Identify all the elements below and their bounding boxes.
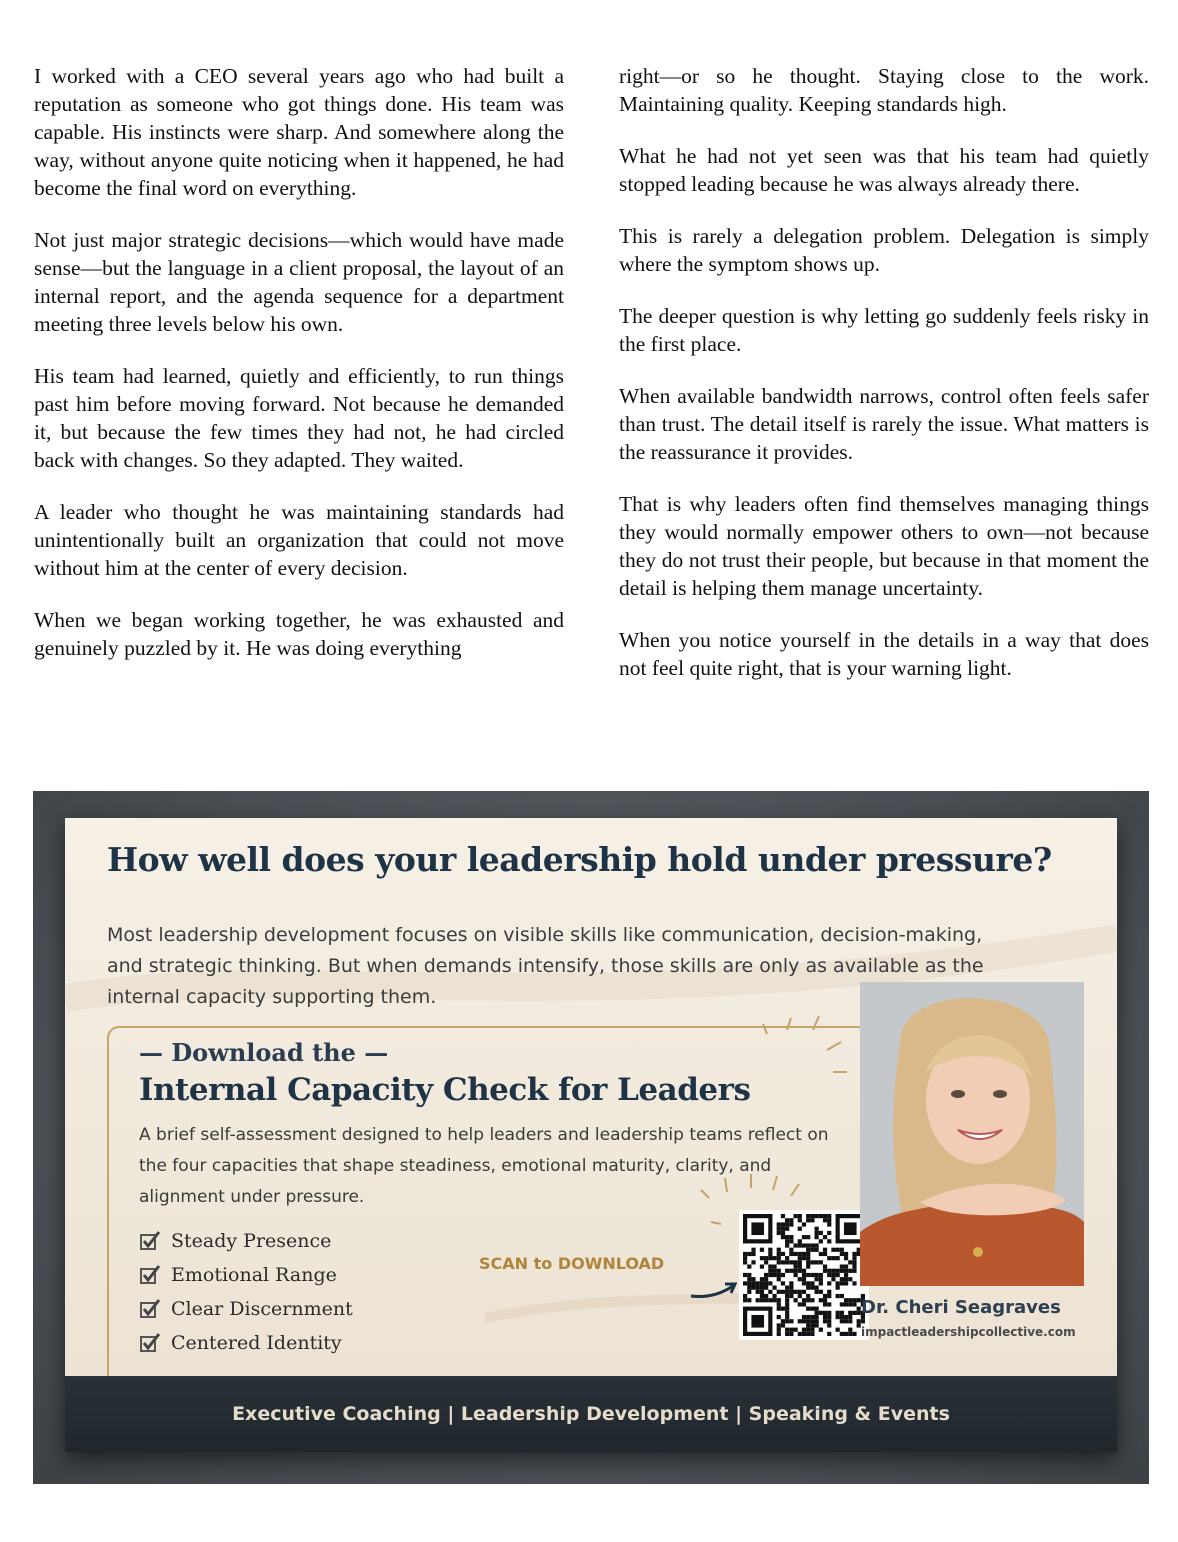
download-description: A brief self-assessment designed to help leaders and leadership teams reflect on the four capacities that shape steadiness, emotional maturity, clarity, and alignment under pressure. — [139, 1125, 829, 1207]
qr-code-graphic — [743, 1214, 865, 1336]
paragraph: What he had not yet seen was that his team had quietly stopped leading because he was always already there. — [619, 144, 1149, 196]
checklist-label: Emotional Range — [171, 1264, 337, 1286]
download-title: Internal Capacity Check for Leaders — [139, 1072, 751, 1108]
checklist-item — [139, 1258, 353, 1292]
services-footer — [65, 1376, 1117, 1452]
check-icon — [139, 1332, 161, 1354]
checklist-label: Centered Identity — [171, 1332, 342, 1354]
check-icon — [139, 1264, 161, 1286]
promo-intro: Most leadership development focuses on visible skills like communication, decision-making, and strategic thinking. But when demands intensify, those skills are only as available as the internal capacity supporting them. — [107, 924, 984, 1008]
paragraph: His team had learned, quietly and efficiently, to run things past him before moving forward. Not because he demanded it, but because the few times they had not, he had circled back with changes. So they adapted. They waited. — [34, 364, 564, 472]
article-right-column — [619, 62, 1149, 706]
presenter-website[interactable]: impactleadershipcollective.com — [861, 1325, 1076, 1339]
checklist-item — [139, 1224, 353, 1258]
checklist-item — [139, 1292, 353, 1326]
portrait-illustration — [860, 982, 1084, 1286]
paragraph: right—or so he thought. Staying close to the work. Maintaining quality. Keeping standards high. — [619, 64, 1149, 116]
paragraph: A leader who thought he was maintaining standards had unintentionally built an organization that could not move without him at the center of every decision. — [34, 500, 564, 580]
qr-code[interactable] — [739, 1210, 869, 1340]
checklist-label: Clear Discernment — [171, 1298, 353, 1320]
paragraph: When you notice yourself in the details in a way that does not feel quite right, that is your warning light. — [619, 628, 1149, 680]
download-kicker: — Download the — — [139, 1038, 389, 1067]
decorative-sparks — [753, 1014, 853, 1094]
scan-to-download-label: SCAN to DOWNLOAD — [479, 1254, 665, 1273]
promo-card — [65, 818, 1117, 1452]
paragraph: That is why leaders often find themselves managing things they would normally empower others to own—not because they do not trust their people, but because in that moment the detail is helping them manage uncertainty. — [619, 492, 1149, 600]
paragraph: When we began working together, he was exhausted and genuinely puzzled by it. He was doing everything — [34, 608, 564, 660]
paragraph: This is rarely a delegation problem. Delegation is simply where the symptom shows up. — [619, 224, 1149, 276]
paragraph: When available bandwidth narrows, control often feels safer than trust. The detail itself is rarely the issue. What matters is the reassurance it provides. — [619, 384, 1149, 464]
checklist-item — [139, 1326, 353, 1360]
paragraph: I worked with a CEO several years ago who had built a reputation as someone who got things done. His team was capable. His instincts were sharp. And somewhere along the way, without anyone quite noticing when it happened, he had become the final word on everything. — [34, 64, 564, 200]
paragraph: The deeper question is why letting go suddenly feels risky in the first place. — [619, 304, 1149, 356]
presenter-photo — [860, 982, 1084, 1286]
promo-banner — [33, 791, 1149, 1484]
capacity-checklist — [139, 1224, 353, 1360]
services-list: Executive Coaching | Leadership Development | Speaking & Events — [232, 1403, 950, 1425]
checklist-label: Steady Presence — [171, 1230, 332, 1252]
presenter-name: Dr. Cheri Seagraves — [861, 1297, 1061, 1318]
check-icon — [139, 1230, 161, 1252]
article-left-column — [34, 62, 564, 686]
check-icon — [139, 1298, 161, 1320]
paragraph: Not just major strategic decisions—which would have made sense—but the language in a client proposal, the layout of an internal report, and the agenda sequence for a department meeting three levels below his own. — [34, 228, 564, 336]
promo-title: How well does your leadership hold under pressure? — [107, 840, 1052, 879]
